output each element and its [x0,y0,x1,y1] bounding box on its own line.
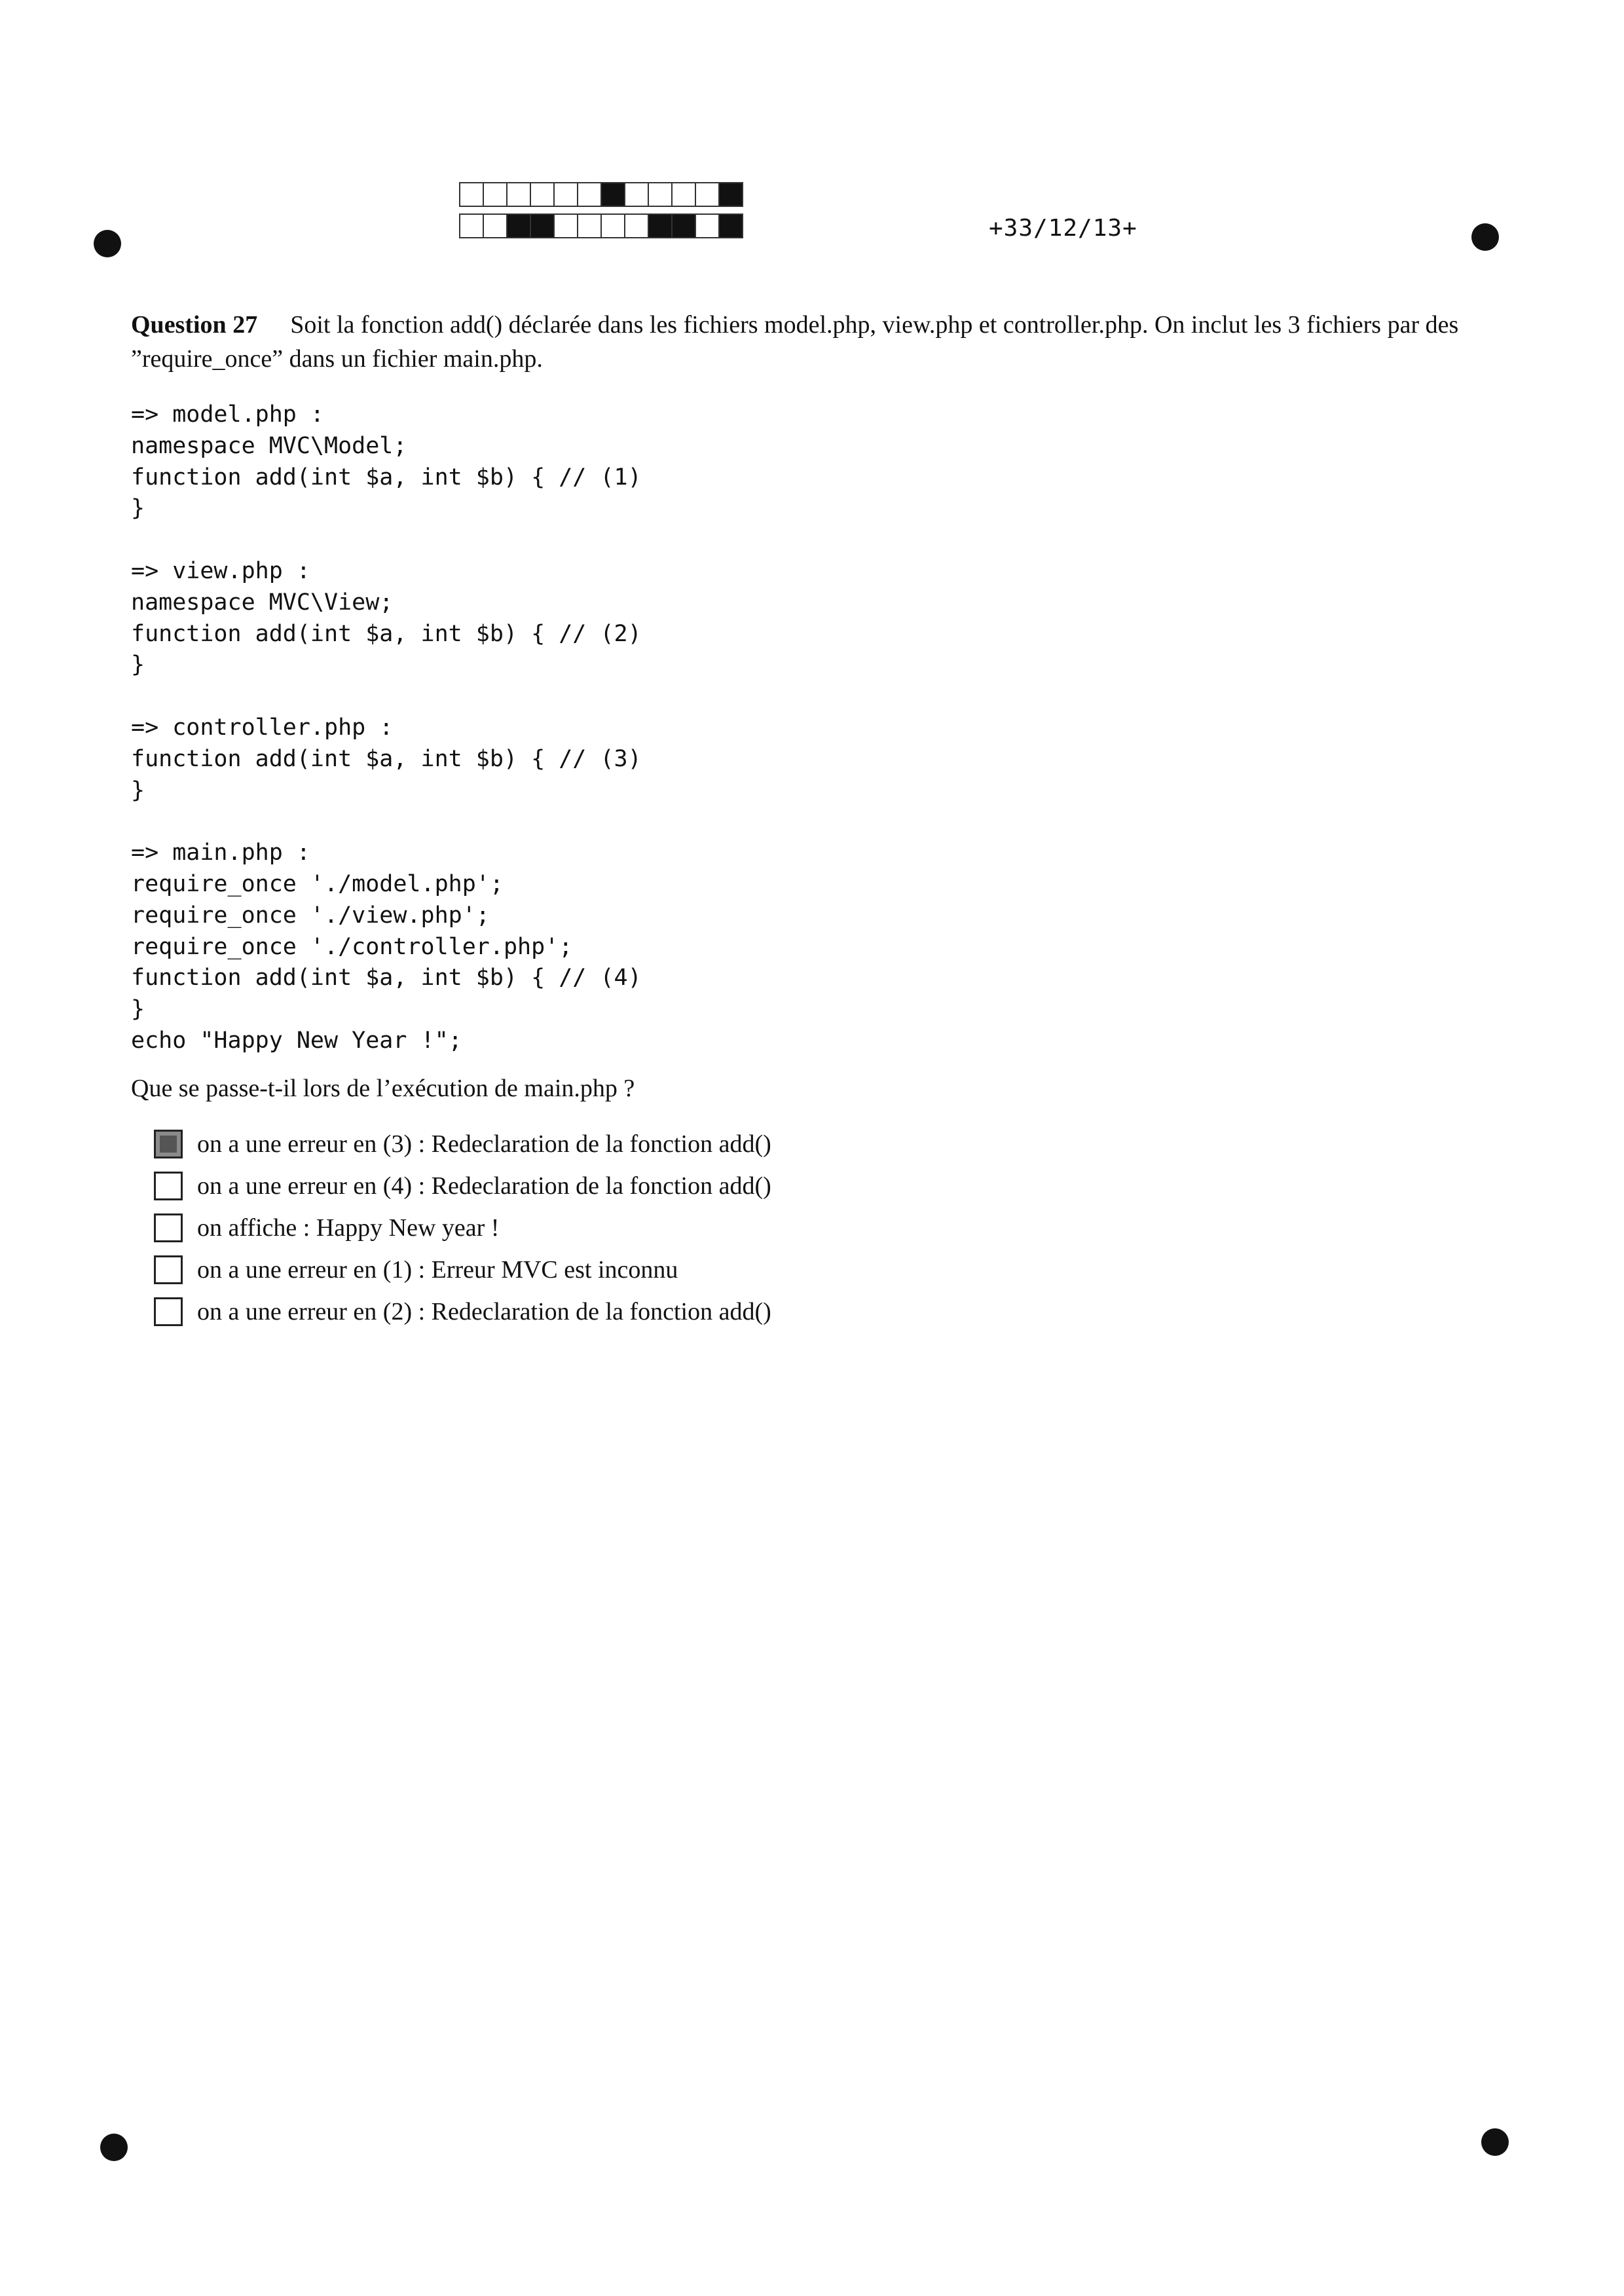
code-line [131,525,642,556]
checkbox-5[interactable] [154,1297,183,1326]
code-line: function add(int $a, int $b) { // (1) [131,464,642,491]
checkbox-1[interactable] [154,1130,183,1158]
code-line: } [131,777,145,804]
barcode-cell [695,213,720,238]
barcode-cell [459,182,484,207]
answer-option-4[interactable] [154,1249,771,1291]
registration-mark-bottom-left [100,2134,128,2161]
barcode-cell [695,182,720,207]
checkbox-3[interactable] [154,1213,183,1242]
code-line: => view.php : [131,557,310,584]
registration-mark-bottom-right [1481,2128,1509,2156]
barcode-cell [624,213,649,238]
code-line: namespace MVC\Model; [131,432,407,459]
barcode-cell [553,182,578,207]
answer-option-5[interactable] [154,1291,771,1333]
answer-list [154,1123,771,1333]
checkbox-2[interactable] [154,1172,183,1200]
code-line: => main.php : [131,840,310,866]
code-line: require_once './view.php'; [131,902,490,929]
barcode-cell [671,182,696,207]
barcode-cell [577,182,602,207]
code-line: => model.php : [131,401,325,428]
barcode-cell [718,213,743,238]
barcode-cell [577,213,602,238]
barcode-cell [718,182,743,207]
question-text: Soit la fonction add() déclarée dans les fichiers model.php, view.php et controller.php. On inclut les 3 fichiers par des ”require_once” dans un fichier main.php. [131,311,1459,373]
answer-label: on a une erreur en (3) : Redeclaration de la fonction add() [197,1130,771,1158]
code-line [131,806,642,838]
question [131,308,1473,376]
answer-option-1[interactable] [154,1123,771,1165]
barcode-cell [483,182,507,207]
code-line: function add(int $a, int $b) { // (3) [131,745,642,772]
answer-label: on affiche : Happy New year ! [197,1214,500,1242]
code-line: } [131,495,145,522]
barcode-cell [600,182,625,207]
barcode-cell [648,213,673,238]
checkbox-4[interactable] [154,1255,183,1284]
answer-label: on a une erreur en (4) : Redeclaration de la fonction add() [197,1172,771,1200]
barcode-cell [506,213,531,238]
barcode-cell [530,213,555,238]
answer-option-2[interactable] [154,1165,771,1207]
answer-option-3[interactable] [154,1207,771,1249]
barcode-row-1 [460,182,743,207]
barcode-cell [553,213,578,238]
registration-mark-top-left [94,230,121,257]
barcode-cell [459,213,484,238]
barcode-cell [506,182,531,207]
question-prompt: Que se passe-t-il lors de l’exécution de main.php ? [131,1075,635,1102]
code-line: namespace MVC\View; [131,589,394,616]
code-line: } [131,652,145,678]
barcode-cell [624,182,649,207]
page-identifier: +33/12/13+ [989,215,1137,242]
answer-label: on a une erreur en (1) : Erreur MVC est inconnu [197,1256,678,1284]
code-line: echo "Happy New Year !"; [131,1027,462,1054]
barcode-cell [530,182,555,207]
barcode-cell [671,213,696,238]
code-line: require_once './model.php'; [131,870,504,897]
code-line: function add(int $a, int $b) { // (4) [131,965,642,991]
question-label: Question 27 [131,311,258,339]
barcode-row-2 [460,213,743,238]
barcode-cell [648,182,673,207]
code-line: require_once './controller.php'; [131,933,573,960]
answer-label: on a une erreur en (2) : Redeclaration de la fonction add() [197,1298,771,1325]
code-line: function add(int $a, int $b) { // (2) [131,620,642,647]
code-line: } [131,996,145,1023]
barcode-cell [600,213,625,238]
registration-mark-top-right [1471,223,1499,251]
barcode-cell [483,213,507,238]
code-line: => controller.php : [131,714,394,741]
code-block [131,399,642,1057]
code-line [131,681,642,713]
